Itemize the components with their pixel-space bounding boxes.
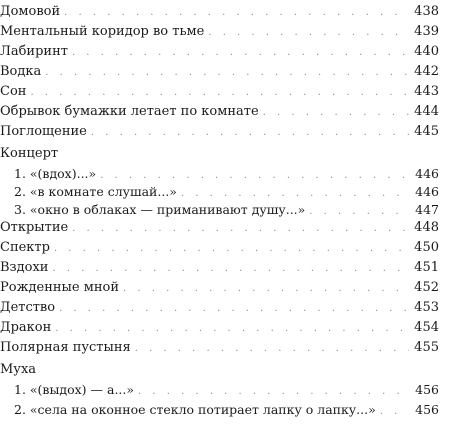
toc-entry-title: Домовой [0,4,61,19]
dot-leader [30,83,409,103]
toc-entry-title: Поглощение [0,124,87,139]
toc-entry-title: Детство [0,300,56,315]
toc-entry-page: 443 [414,84,439,99]
toc-subentry-title: 3. «окно в облаках — приманивают душу...» [14,202,306,217]
dot-leader [135,339,409,359]
dot-leader [138,382,409,402]
toc-entry-page: 439 [414,24,439,39]
toc-subentry-title: 2. «села на оконное стекло потирает лапку о лапку...» [14,402,376,417]
toc-section-heading [0,360,454,380]
toc-subentry[interactable] [0,164,454,184]
toc-entry-title: Ментальный коридор во тьме [0,24,205,39]
toc-subentry-page: 456 [415,382,439,397]
toc-entry-page: 451 [414,260,439,275]
toc-section-heading [0,144,454,164]
toc-subentry-title: 1. «(вдох)...» [14,166,97,181]
toc-entry[interactable] [0,238,454,258]
dot-leader [59,299,409,319]
toc-entry-title: Лабиринт [0,44,68,59]
dot-leader [52,259,409,279]
toc-entry-page: 452 [414,280,439,295]
toc-entry-page: 440 [414,44,439,59]
toc-entry[interactable] [0,22,454,42]
toc-entry[interactable] [0,102,454,122]
dot-leader [91,123,409,143]
toc-entry-title: Сон [0,84,27,99]
toc-entry-title: Полярная пустыня [0,340,131,355]
toc-subentry-page: 446 [415,184,439,199]
toc-entry[interactable] [0,62,454,82]
toc-subentry[interactable] [0,200,454,220]
toc-entry[interactable] [0,298,454,318]
toc-entry-page: 448 [414,220,439,235]
toc-entry[interactable] [0,42,454,62]
toc-entry-page: 445 [414,124,439,139]
dot-leader [208,23,409,43]
dot-leader [72,43,409,63]
toc-subentry-title: 1. «(выдох) — а...» [14,382,135,397]
toc-subentry-page: 456 [415,402,439,417]
toc-entry-title: Вздохи [0,260,49,275]
toc-entry[interactable] [0,338,454,358]
toc-entry[interactable] [0,122,454,142]
toc-entry-title: Обрывок бумажки летает по комнате [0,104,259,119]
toc-entry-page: 454 [414,320,439,335]
toc-entry-page: 453 [414,300,439,315]
dot-leader [54,239,409,259]
toc-entry-title: Спектр [0,240,50,255]
toc-entry-title: Водка [0,64,42,79]
toc-subentry-page: 447 [415,202,439,217]
toc-entry-page: 444 [414,104,439,119]
toc-entry-page: 442 [414,64,439,79]
toc-subentry-title: 2. «в комнате слушай...» [14,184,177,199]
toc-entry-title: Рожденные мной [0,280,119,295]
dot-leader [45,63,409,83]
toc-entry[interactable] [0,278,454,298]
toc-entry-title: Дракон [0,320,52,335]
dot-leader [123,279,409,299]
toc-entry-page: 455 [414,340,439,355]
toc-entry-page: 438 [414,4,439,19]
dot-leader [263,103,409,123]
toc-entry[interactable] [0,2,454,22]
dot-leader [64,3,409,23]
toc-entry-page: 450 [414,240,439,255]
toc-subentry[interactable] [0,182,454,202]
toc-entry[interactable] [0,82,454,102]
toc-section-title: Муха [0,362,37,377]
toc-entry[interactable] [0,258,454,278]
dot-leader [380,402,409,422]
toc-entry[interactable] [0,318,454,338]
toc-entry[interactable] [0,218,454,238]
toc-subentry[interactable] [0,380,454,400]
toc-section-title: Концерт [0,146,59,161]
toc-subentry[interactable] [0,400,454,420]
toc-subentry-page: 446 [415,166,439,181]
dot-leader [72,219,409,239]
toc-entry-title: Открытие [0,220,69,235]
dot-leader [55,319,409,339]
